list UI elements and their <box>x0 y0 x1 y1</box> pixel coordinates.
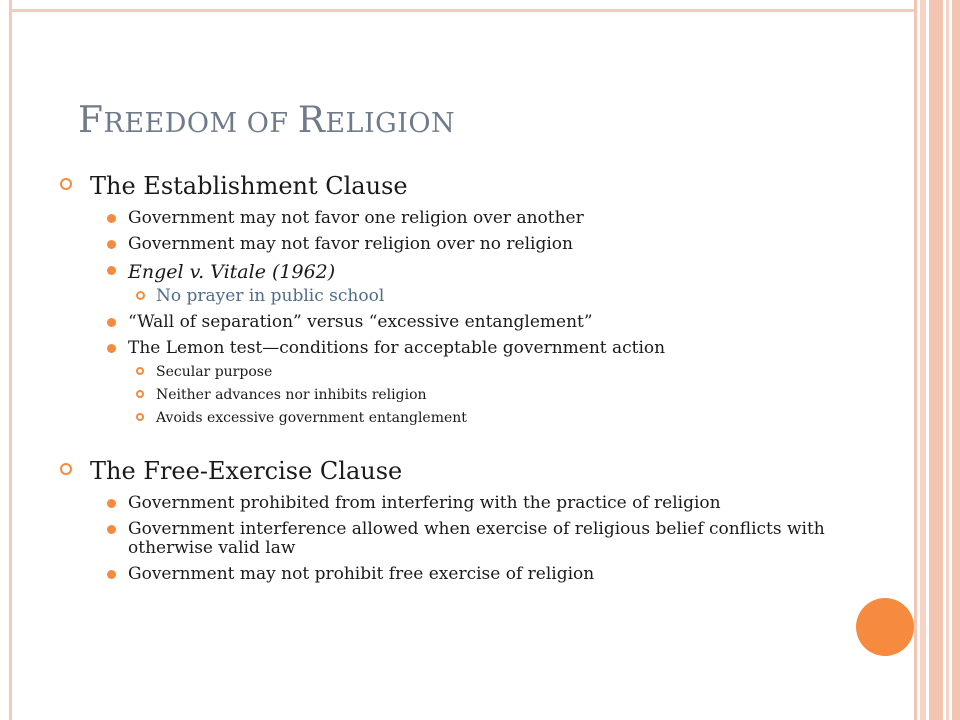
ring-bullet-icon <box>60 463 72 475</box>
dot-bullet-icon <box>107 214 116 223</box>
decorative-circle <box>856 598 914 656</box>
list-item-text: Engel v. Vitale (1962) <box>128 261 336 283</box>
sub-list-item <box>60 286 840 306</box>
section-heading <box>60 170 840 202</box>
decorative-stripes <box>914 0 960 720</box>
list-item <box>60 494 840 513</box>
list-item-text: Government may not favor one religion over another <box>128 208 584 228</box>
dot-bullet-icon <box>107 525 116 534</box>
ring-bullet-icon <box>136 367 144 375</box>
list-item <box>60 313 840 332</box>
slide-title <box>78 100 455 141</box>
ring-bullet-icon <box>60 178 72 190</box>
stripe <box>920 0 926 720</box>
ring-bullet-icon <box>136 291 145 300</box>
list-item-text: “Wall of separation” versus “excessive entanglement” <box>128 312 593 332</box>
title-rest: ELIGION <box>325 108 456 139</box>
list-item-text: Government may not favor religion over no religion <box>128 234 573 254</box>
section-heading-text: The Establishment Clause <box>90 172 408 200</box>
list-item-text: The Lemon test—conditions for acceptable government action <box>128 338 666 358</box>
section-spacer <box>60 427 840 455</box>
title-initial: F <box>78 100 104 141</box>
dot-bullet-icon <box>107 570 116 579</box>
section-heading <box>60 455 840 487</box>
stripe <box>914 0 917 720</box>
stripe <box>929 0 943 720</box>
dot-bullet-icon <box>107 499 116 508</box>
ring-bullet-icon <box>136 390 144 398</box>
dot-bullet-icon <box>107 318 116 327</box>
list-item <box>60 261 840 283</box>
sub-list-item <box>60 363 840 381</box>
list-item <box>60 520 840 558</box>
ring-bullet-icon <box>136 413 144 421</box>
title-rest: REEDOM OF <box>103 108 298 139</box>
list-item-text: Government prohibited from interfering with the practice of religion <box>128 493 721 513</box>
section-heading-text: The Free-Exercise Clause <box>90 457 403 485</box>
sub-list-item-text: Avoids excessive government entanglement <box>156 410 467 426</box>
list-item <box>60 339 840 358</box>
list-item-text: Government interference allowed when exercise of religious belief conflicts with otherwise valid law <box>128 519 825 558</box>
title-initial: R <box>297 100 326 141</box>
list-item-text: Government may not prohibit free exercise of religion <box>128 564 595 584</box>
top-border-line <box>9 9 914 12</box>
dot-bullet-icon <box>107 240 116 249</box>
dot-bullet-icon <box>107 344 116 353</box>
sub-list-item-text: No prayer in public school <box>156 286 385 306</box>
sub-list-item <box>60 386 840 404</box>
stripe <box>946 0 949 720</box>
list-item <box>60 209 840 228</box>
left-border-line <box>9 0 12 720</box>
dot-bullet-icon <box>107 266 116 275</box>
list-item <box>60 565 840 584</box>
slide-content <box>60 170 840 584</box>
list-item <box>60 235 840 254</box>
sub-list-item-text: Secular purpose <box>156 364 273 380</box>
sub-list-item-text: Neither advances nor inhibits religion <box>156 387 427 403</box>
stripe <box>952 0 960 720</box>
sub-list-item <box>60 409 840 427</box>
